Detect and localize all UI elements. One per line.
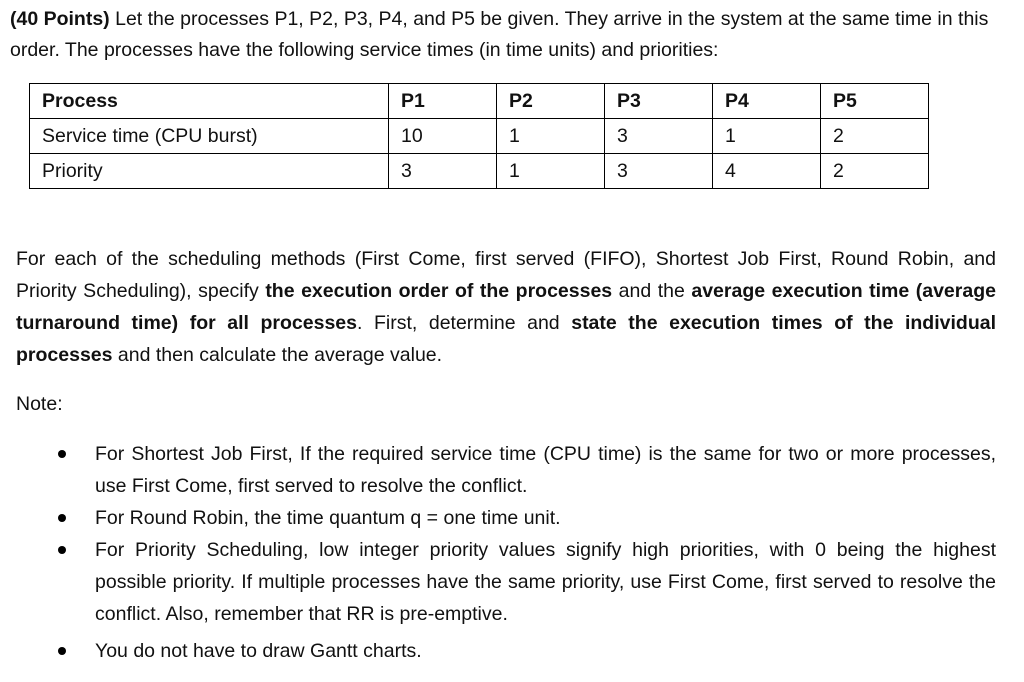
bullet-icon: [58, 546, 66, 554]
header-cell: P2: [497, 84, 605, 119]
bullet-icon: [58, 647, 66, 655]
paragraph-text: . First, determine and: [356, 312, 572, 334]
bullet-icon: [58, 514, 66, 522]
paragraph-emphasis: the execution order of the processes: [265, 280, 613, 302]
intro-text: Let the processes P1, P2, P3, P4, and P5 be given. They arrive in the system at the same time in this order. The processes have the following service times (in time units) and priorities:: [10, 8, 989, 61]
table-cell: 4: [713, 154, 821, 189]
header-cell: P4: [713, 84, 821, 119]
table-cell: 2: [821, 119, 929, 154]
table-cell: 2: [821, 154, 929, 189]
note-label: Note:: [16, 393, 63, 415]
list-item: [0, 635, 996, 667]
process-table: [29, 83, 929, 189]
list-item-text: For Shortest Job First, If the required service time (CPU time) is the same for two or more processes, use First Come, first served to resolve the conflict.: [95, 443, 996, 497]
table-row-priority: [30, 154, 929, 189]
paragraph-text: and the: [612, 280, 692, 302]
table-cell: 10: [389, 119, 497, 154]
table-cell: 1: [497, 119, 605, 154]
list-item-text: You do not have to draw Gantt charts.: [95, 640, 422, 662]
instructions-paragraph: [16, 243, 996, 371]
list-item: [0, 438, 996, 502]
paragraph-emphasis: average execution time (average turnaround time) for all processes: [16, 280, 996, 334]
table-cell: 3: [605, 119, 713, 154]
list-item: [0, 502, 996, 534]
list-item: [0, 534, 996, 630]
header-cell: P1: [389, 84, 497, 119]
list-item-text: For Round Robin, the time quantum q = one time unit.: [95, 507, 561, 529]
list-item-text: For Priority Scheduling, low integer priority values signify high priorities, with 0 being the highest possible priority. If multiple processes have the same priority, use First Come, first served to resolve the conflict. Also, remember that RR is pre-emptive.: [95, 539, 996, 625]
paragraph-emphasis: state the execution times of the individual processes: [16, 312, 996, 366]
table-header-row: [30, 84, 929, 119]
paragraph-text: For each of the scheduling methods (First Come, first served (FIFO), Shortest Job First, Round Robin, and Priority Scheduling), specify: [16, 248, 996, 302]
table-row-service-time: [30, 119, 929, 154]
question-intro: [10, 4, 1014, 66]
table-cell: 3: [605, 154, 713, 189]
table-cell: 3: [389, 154, 497, 189]
table-cell: 1: [713, 119, 821, 154]
bullet-icon: [58, 450, 66, 458]
paragraph-text: and then calculate the average value.: [112, 344, 443, 366]
header-cell: P5: [821, 84, 929, 119]
notes-list: [0, 438, 996, 667]
points-label: (40 Points): [10, 8, 110, 30]
header-cell: P3: [605, 84, 713, 119]
row-label: Service time (CPU burst): [30, 119, 389, 154]
table-cell: 1: [497, 154, 605, 189]
header-cell: Process: [30, 84, 389, 119]
row-label: Priority: [30, 154, 389, 189]
